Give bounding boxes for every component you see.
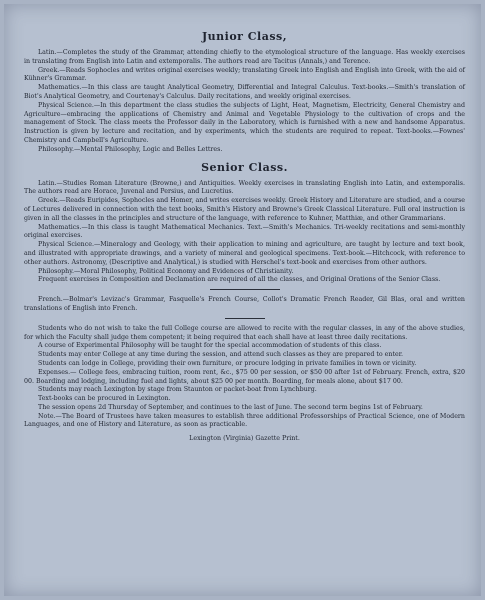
senior-greek-paragraph: Greek.—Reads Euripides, Sophocles and Homer, and writes exercises weekly. Greek History and Literature are studied, and a course of Lectures delivered in connection with the text books, Smith's History and Browne's Greek Classical Literature. Full oral instruction is given in all the classes in the principles and structure of the language, with reference to Kuhner, Matthiæ, and other Grammarians.	[24, 197, 465, 222]
senior-composition-paragraph: Frequent exercises in Composition and Declamation are required of all the classes, and Original Orations of the Senior Class.	[38, 276, 441, 284]
junior-latin-paragraph: Latin.—Completes the study of the Grammar, attending chiefly to the etymological structure of the language. Has weekly exercises in translating from English into Latin and extemporalis. The authors read are Tacitus (Annals,) and Terence.	[24, 49, 465, 65]
general-paragraph: Students who do not wish to take the full College course are allowed to recite with the regular classes, in any of the above studies, for which the Faculty shall judge them competent; it being required that each shall have at least three daily recitations.	[24, 324, 465, 341]
senior-class-heading: Senior Class.	[201, 160, 288, 174]
document-body	[24, 30, 465, 444]
session-paragraph: The session opens 2d Thursday of September, and continues to the last of June. The second term begins 1st of February.	[38, 403, 423, 411]
general-paragraph: Text-books can be procured in Lexington.	[38, 395, 171, 403]
senior-physical-science-paragraph: Physical Science.—Mineralogy and Geology, with their application to mining and agriculture, are taught by lecture and text book, and illustrated with appropriate drawings, and a variety of mineral and geological specimens. Text-book.—Hitchcock, with reference to other authors. Astronomy, (Descriptive and Analytical,) is studied with Herschel's text-book and exercises from other authors.	[24, 241, 465, 266]
senior-philosophy-paragraph: Philosophy.—Moral Philosophy, Political Economy and Evidences of Christianity.	[38, 267, 294, 275]
section-divider	[210, 289, 280, 290]
expenses-paragraph: Expenses.— College fees, embracing tuition, room rent, &c., $75 00 per session, or $50 00 after 1st of February. French, extra, $20 00. Boarding and lodging, including fuel and lights, about $25 00 per month. Boarding, for meals alone, about $17 00.	[24, 368, 465, 385]
junior-mathematics-paragraph: Mathematics.—In this class are taught Analytical Geometry, Differential and Integral Calculus. Text-books.—Smith's translation of Biot's Analytical Geometry, and Courtenay's Calculus. Daily recitations, and weekly original exercises.	[24, 84, 465, 100]
junior-class-heading: Junior Class,	[201, 30, 288, 43]
french-paragraph: French.—Bolmar's Levizac's Grammar, Fasquelle's French Course, Collot's Dramatic French Reader, Gil Blas, oral and written translations of English into French.	[24, 296, 465, 312]
section-divider	[225, 318, 265, 319]
general-paragraph: A course of Experimental Philosophy will be taught for the special accommodation of students of this class.	[38, 342, 382, 350]
junior-greek-paragraph: Greek.—Reads Sophocles and writes original exercises weekly; translating Greek into English and English into Greek, with the aid of Kühner's Grammar.	[24, 66, 465, 83]
junior-philosophy-paragraph: Philosophy.—Mental Philosophy, Logic and Belles Lettres.	[38, 145, 223, 153]
general-paragraph: Students can lodge in College, providing their own furniture, or procure lodging in private families in town or vicinity.	[38, 359, 417, 367]
junior-physical-science-paragraph: Physical Science.—In this department the class studies the subjects of Light, Heat, Magnetism, Electricity, General Chemistry and Agriculture—embracing the applications of Chemistry and Animal and Vegetable Physiology to the cultivation of crops and the management of Stock. The class meets the Professor daily in the Laboratory, which is furnished with a new and handsome Apparatus. Instruction is given by lecture and recitation, and by experiments, which the students are required to repeat. Text-books.—Fownes' Chemistry and Campbell's Agriculture.	[24, 101, 465, 144]
general-paragraph: Students may enter College at any time during the session, and attend such classes as they are prepared to enter.	[38, 351, 404, 359]
printer-imprint: Lexington (Virginia) Gazette Print.	[189, 435, 300, 443]
senior-mathematics-paragraph: Mathematics.—In this class is taught Mathematical Mechanics. Text.—Smith's Mechanics. Tri-weekly recitations and semi-monthly original exercises.	[24, 223, 465, 240]
general-paragraph: Students may reach Lexington by stage from Staunton or packet-boat from Lynchburg.	[38, 386, 317, 394]
document-page	[4, 4, 481, 596]
senior-latin-paragraph: Latin.—Studies Roman Literature (Browne,) and Antiquities. Weekly exercises in translating English into Latin, and extemporalis. The authors read are Horace, Juvenal and Persius, and Lucretius.	[24, 179, 465, 196]
note-paragraph: Note.—The Board of Trustees have taken measures to establish three additional Professorships of Practical Science, one of Modern Languages, and one of History and Literature, as soon as practicable.	[24, 412, 465, 429]
